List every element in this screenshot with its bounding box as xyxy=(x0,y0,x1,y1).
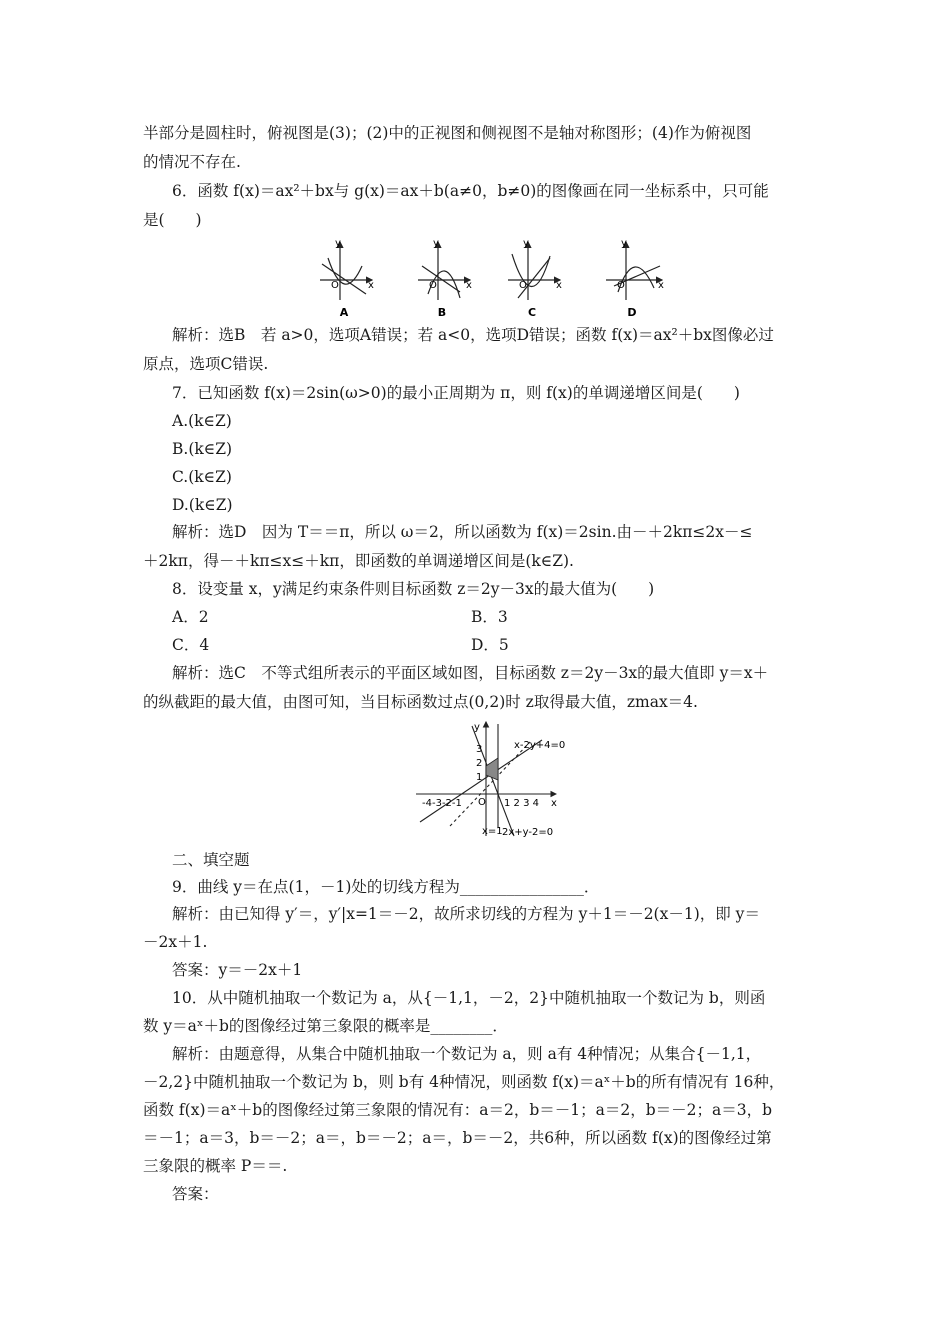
axis-y-label: y xyxy=(523,238,529,249)
axis-y-label: y xyxy=(474,722,480,733)
origin-label: O xyxy=(429,280,437,291)
x-tick-labels-positive: 1 2 3 4 xyxy=(504,798,539,809)
solution-10: 解析：由题意得，从集合中随机抽取一个数记为 a，则 a有 4种情况；从集合{－1,1， xyxy=(172,1045,762,1063)
axis-y-label: y xyxy=(335,238,341,249)
option-d-label: D xyxy=(627,306,637,319)
y-tick-1: 1 xyxy=(476,772,483,783)
solution-8: 解析：选C 不等式组所表示的平面区域如图，目标函数 z＝2y－3x的最大值即 y＝x＋ xyxy=(172,664,769,682)
text-line: 三象限的概率 P＝＝. xyxy=(143,1157,288,1175)
graph-d xyxy=(606,242,662,300)
text-line: ＋2kπ，得－＋kπ≤x≤＋kπ，即函数的单调递增区间是(k∈Z). xyxy=(143,552,574,570)
text-line: 原点，选项C错误. xyxy=(143,355,269,373)
text-line: 的情况不存在. xyxy=(143,153,241,171)
solution-9: 解析：由已知得 y′＝，y′|x=1＝－2，故所求切线的方程为 y＋1＝－2(x－1)，即 y＝ xyxy=(172,905,760,923)
axis-x-label: x xyxy=(551,798,557,809)
option-a: A.(k∈Z) xyxy=(172,412,232,430)
y-tick-2: 2 xyxy=(476,758,483,769)
x-tick-labels-negative: -4-3-2-1 xyxy=(422,798,462,809)
figure-graph-options xyxy=(310,236,680,320)
question-6: 6．函数 f(x)＝ax²＋bx与 g(x)＝ax＋b(a≠0，b≠0)的图像画在同一坐标系中，只可能 xyxy=(172,182,769,200)
text-line: 半部分是圆柱时，俯视图是(3)；(2)中的正视图和侧视图不是轴对称图形；(4)作为俯视图 xyxy=(143,124,752,142)
answer-9: 答案：y＝－2x＋1 xyxy=(172,961,303,979)
text-line: 数 y＝aˣ＋b的图像经过第三象限的概率是________． xyxy=(143,1017,508,1035)
graph-b xyxy=(418,242,470,300)
question-10: 10．从中随机抽取一个数记为 a，从{－1,1，－2，2}中随机抽取一个数记为 b，则函 xyxy=(172,989,766,1007)
question-9: 9．曲线 y＝在点(1，－1)处的切线方程为________________． xyxy=(172,878,600,896)
question-8: 8．设变量 x，y满足约束条件则目标函数 z＝2y－3x的最大值为( ) xyxy=(172,580,655,598)
option-a: A．2 xyxy=(172,608,209,626)
objective-line xyxy=(450,742,530,826)
axis-x-label: x xyxy=(466,280,472,291)
axis-x-label: x xyxy=(368,280,374,291)
option-b-label: B xyxy=(437,306,447,319)
line1-label: x-2y+4=0 xyxy=(514,740,566,751)
option-b: B.(k∈Z) xyxy=(172,440,233,458)
text-line: 的纵截距的最大值，由图可知，当目标函数过点(0,2)时 z取得最大值，zmax＝4. xyxy=(143,693,698,711)
text-line: －2,2}中随机抽取一个数记为 b，则 b有 4种情况，则函数 f(x)＝aˣ＋b的所有情况有 16种， xyxy=(143,1073,785,1091)
line3-label: x=1 xyxy=(482,826,503,837)
origin-label: O xyxy=(617,280,625,291)
option-c: C．4 xyxy=(172,636,210,654)
option-c-label: C xyxy=(527,306,537,319)
y-tick-3: 3 xyxy=(476,744,483,755)
text-line: －2x＋1. xyxy=(143,933,208,951)
option-d: D.(k∈Z) xyxy=(172,496,233,514)
solution-7: 解析：选D 因为 T＝＝π，所以 ω＝2，所以函数为 f(x)＝2sin.由－＋2kπ≤2x－≤ xyxy=(172,523,753,541)
option-d: D．5 xyxy=(471,636,509,654)
axis-y-label: y xyxy=(433,238,439,249)
option-c: C.(k∈Z) xyxy=(172,468,232,486)
question-7: 7．已知函数 f(x)＝2sin(ω>0)的最小正周期为 π，则 f(x)的单调递增区间是( ) xyxy=(172,384,740,402)
axis-x-label: x xyxy=(556,280,562,291)
origin-label: O xyxy=(478,797,486,808)
option-b: B．3 xyxy=(471,608,508,626)
solution-6: 解析：选B 若 a>0，选项A错误；若 a<0，选项D错误；函数 f(x)＝ax²＋bx图像必过 xyxy=(172,326,774,344)
answer-10: 答案： xyxy=(172,1185,219,1203)
text-line: 函数 f(x)＝aˣ＋b的图像经过第三象限的情况有：a＝2，b＝－1；a＝2，b＝－2；a＝3，b xyxy=(143,1101,773,1119)
line2-label: 2x+y-2=0 xyxy=(502,827,554,838)
option-a-label: A xyxy=(339,306,349,319)
origin-label: O xyxy=(331,280,339,291)
text-line: 是( ) xyxy=(143,211,202,229)
graph-c xyxy=(508,242,560,300)
axis-x-label: x xyxy=(658,280,664,291)
figure-feasible-region xyxy=(410,718,566,840)
section-heading: 二、填空题 xyxy=(172,851,250,869)
axis-y-label: y xyxy=(621,238,627,249)
graph-a xyxy=(320,242,372,300)
origin-label: O xyxy=(519,280,527,291)
text-line: ＝－1；a＝3，b＝－2；a＝，b＝－2；a＝，b＝－2，共6种，所以函数 f(x)的图像经过第 xyxy=(143,1129,772,1147)
